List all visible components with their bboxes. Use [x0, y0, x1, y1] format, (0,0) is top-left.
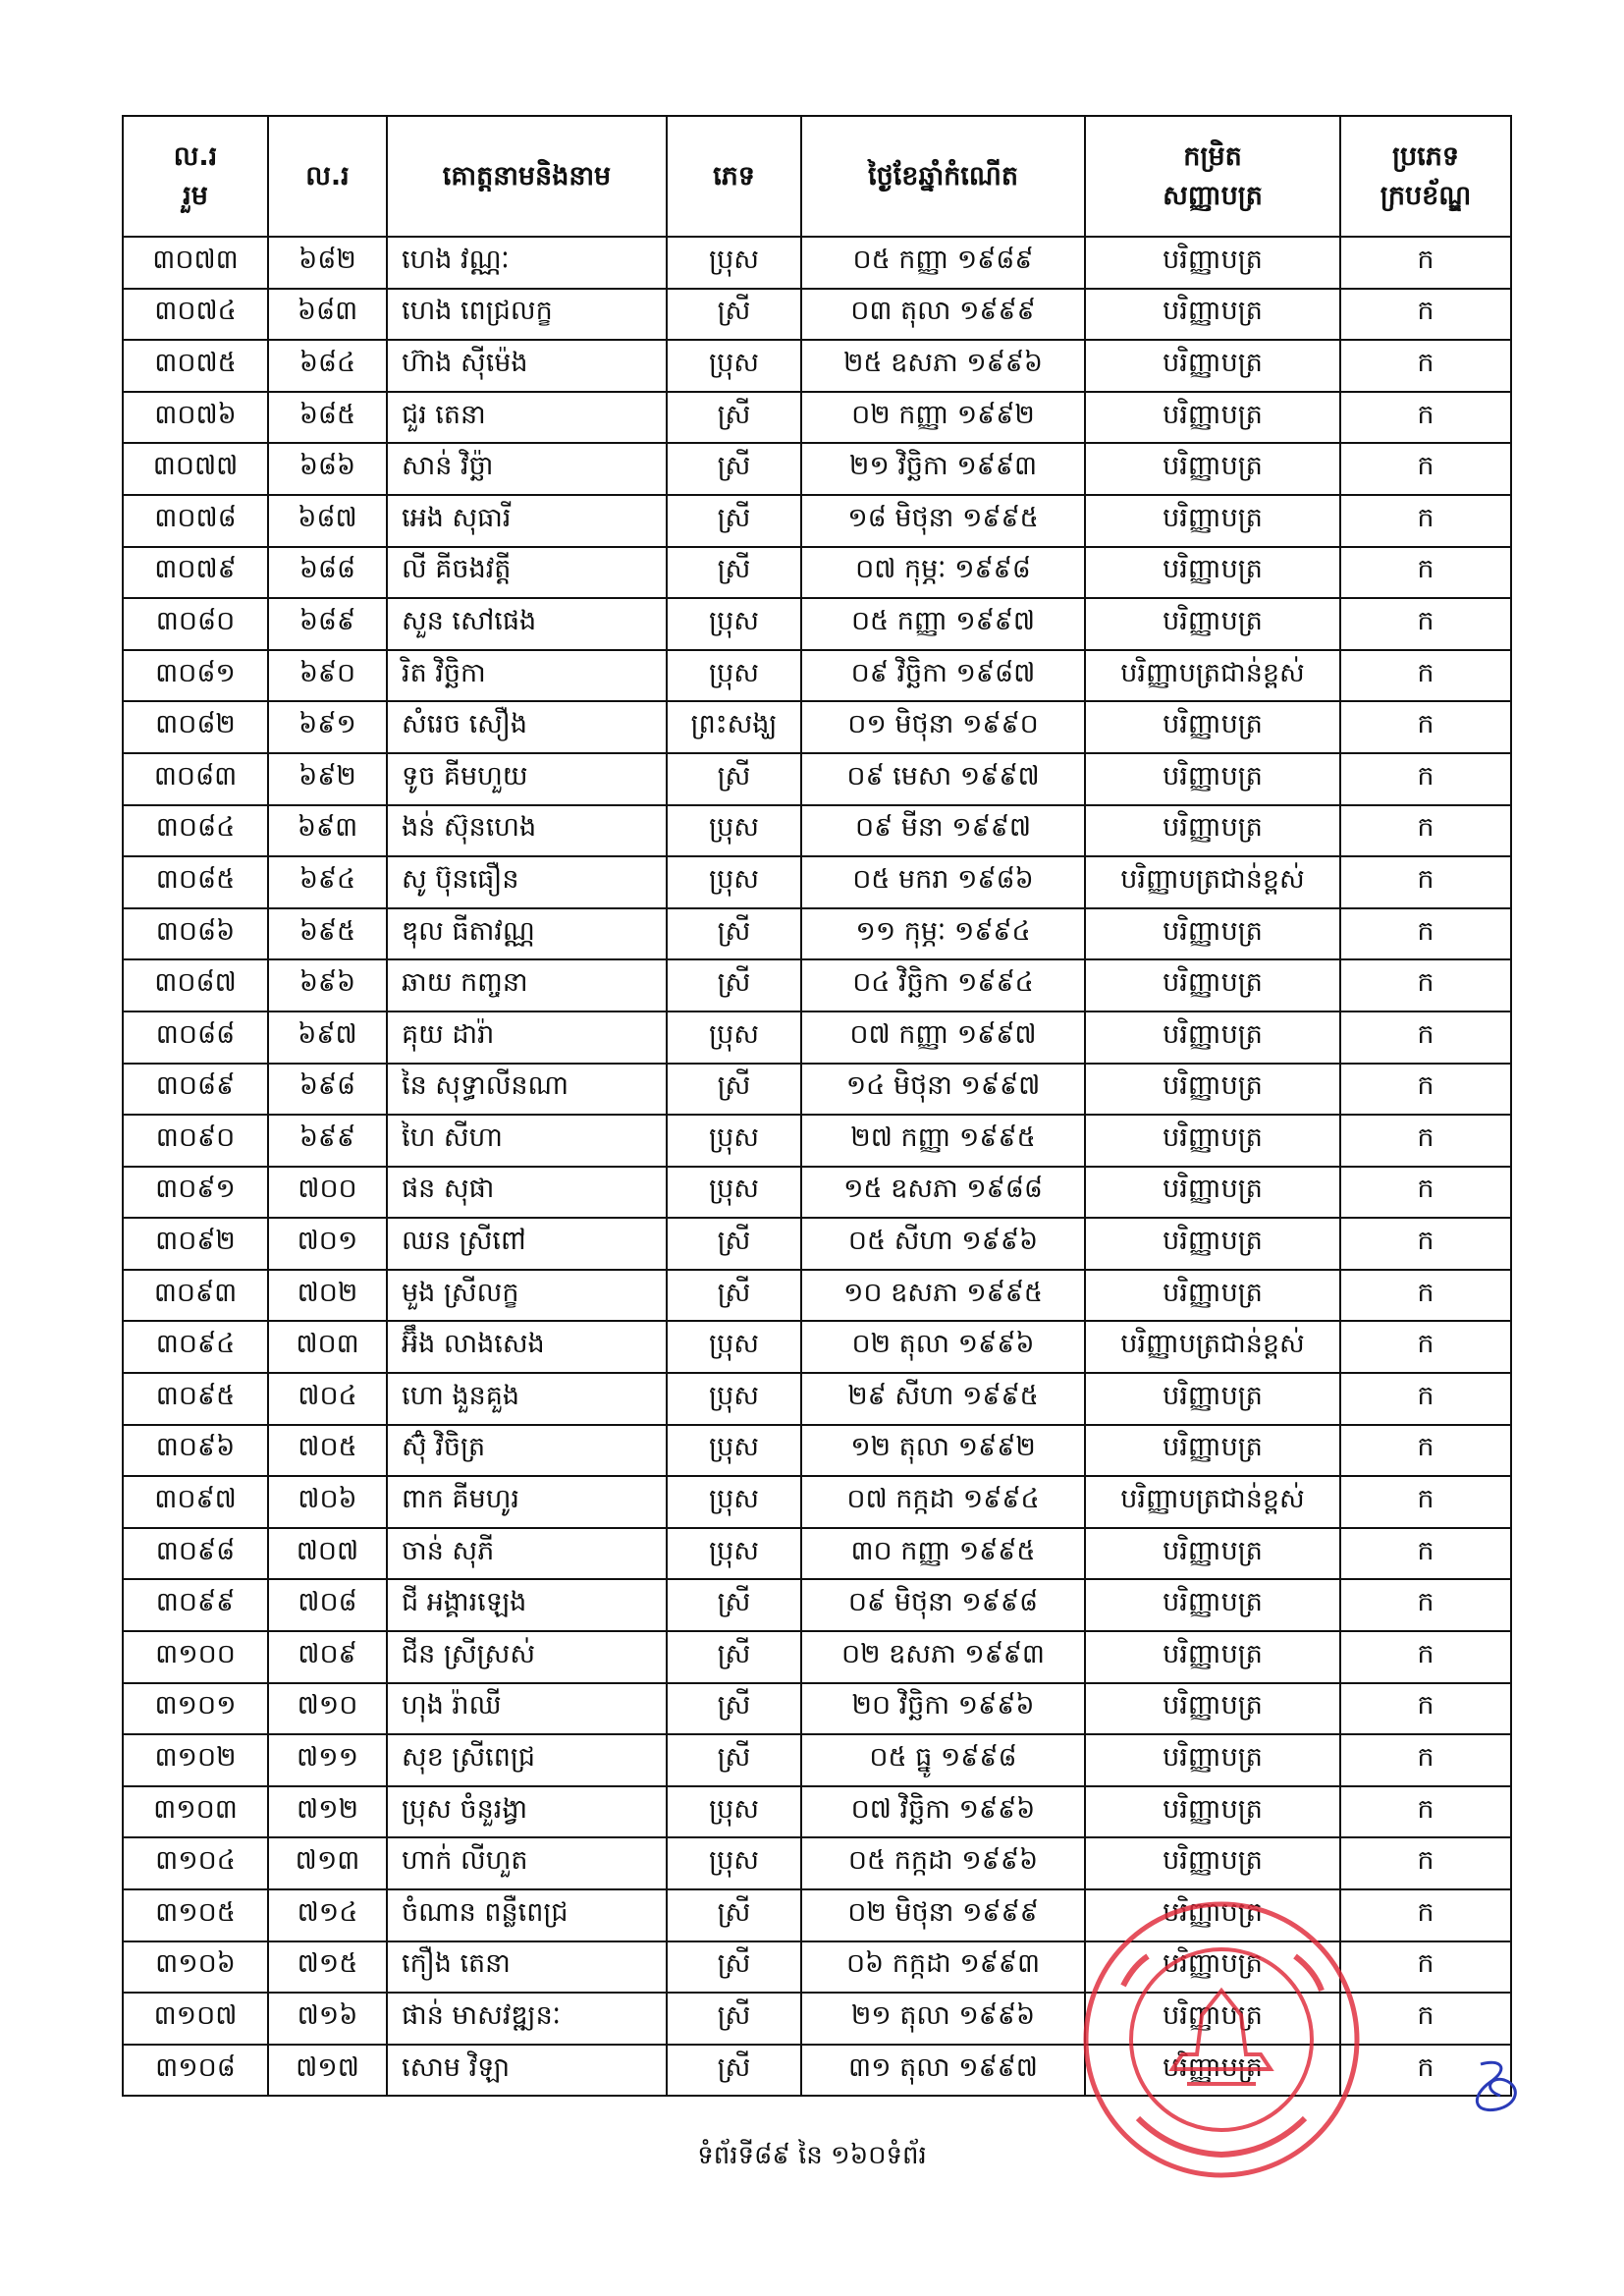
col-gender-cell: ស្រី [667, 2045, 801, 2097]
col-degree-level-cell: បរិញ្ញាបត្រ [1085, 908, 1340, 960]
col-full-name-cell: សាន់ វិច្ឆ៉ា [387, 443, 667, 495]
col-full-name-cell: ប្រុស ចំនួរង្វា [387, 1786, 667, 1838]
col-category-cell: ក [1340, 1579, 1511, 1631]
col-degree-level-cell: បរិញ្ញាបត្រ [1085, 2045, 1340, 2097]
col-degree-level-cell: បរិញ្ញាបត្រ [1085, 1579, 1340, 1631]
table-row [123, 340, 1511, 392]
col-total-no-cell: ៣០៩៦ [123, 1425, 268, 1477]
table-body [123, 237, 1511, 2096]
col-total-no-cell: ៣០៨៨ [123, 1011, 268, 1064]
col-full-name-cell: កឿង តេនា [387, 1941, 667, 1994]
table-row [123, 1683, 1511, 1735]
col-category-cell: ក [1340, 1425, 1511, 1477]
col-gender-cell: ប្រុស [667, 237, 801, 289]
col-total-no-cell: ៣០៩៣ [123, 1270, 268, 1322]
col-gender-cell: ស្រី [667, 1993, 801, 2045]
col-gender-cell: ស្រី [667, 392, 801, 444]
col-category-cell: ក [1340, 289, 1511, 341]
col-degree-level-cell: បរិញ្ញាបត្រ [1085, 443, 1340, 495]
col-birth-date-cell: ០៥ មករា ១៩៨៦ [801, 856, 1085, 908]
col-total-no-cell: ៣០៨៧ [123, 959, 268, 1011]
col-category-cell: ក [1340, 753, 1511, 805]
table-row [123, 908, 1511, 960]
col-full-name-cell: នៃ សុទ្ធាលីនណា [387, 1064, 667, 1116]
table-row [123, 1579, 1511, 1631]
col-total-no-cell: ៣១០៥ [123, 1889, 268, 1941]
col-gender-cell: ស្រី [667, 495, 801, 547]
col-full-name-cell: មួង ស្រីលក្ខ [387, 1270, 667, 1322]
col-birth-date-cell: ០៩ មិថុនា ១៩៩៨ [801, 1579, 1085, 1631]
col-birth-date-cell: ០២ តុលា ១៩៩៦ [801, 1321, 1085, 1373]
col-birth-date-cell: ៣០ កញ្ញា ១៩៩៥ [801, 1528, 1085, 1580]
col-category-cell: ក [1340, 237, 1511, 289]
col-degree-level-cell: បរិញ្ញាបត្រ [1085, 392, 1340, 444]
col-category-cell: ក [1340, 1631, 1511, 1683]
col-gender-cell: ប្រុស [667, 1837, 801, 1889]
table-row [123, 1528, 1511, 1580]
col-gender-cell: ប្រុស [667, 598, 801, 650]
col-total-no-cell: ៣១០៤ [123, 1837, 268, 1889]
col-birth-date-header: ថ្ងៃខែឆ្នាំកំណើត [801, 116, 1085, 237]
col-degree-level-cell: បរិញ្ញាបត្រ [1085, 598, 1340, 650]
col-birth-date-cell: ០៥ កក្កដា ១៩៩៦ [801, 1837, 1085, 1889]
handwritten-signature [1461, 2056, 1532, 2119]
col-full-name-cell: សំរេច សឿង [387, 701, 667, 753]
col-full-name-cell: ហាក់ លីហួត [387, 1837, 667, 1889]
col-degree-level-cell: បរិញ្ញាបត្រ [1085, 1528, 1340, 1580]
col-total-no-cell: ៣០៨៤ [123, 805, 268, 857]
col-no-cell: ៦៩៥ [268, 908, 387, 960]
col-degree-level-cell: បរិញ្ញាបត្រ [1085, 1683, 1340, 1735]
table-row [123, 1011, 1511, 1064]
col-category-cell: ក [1340, 1476, 1511, 1528]
col-full-name-cell: រិត វិច្ឆិកា [387, 650, 667, 702]
col-total-no-cell: ៣០៨១ [123, 650, 268, 702]
page-number: ទំព័រទី៨៩ នៃ ១៦០ទំព័រ [697, 2141, 927, 2170]
col-category-cell: ក [1340, 547, 1511, 599]
col-no-cell: ៧១១ [268, 1734, 387, 1786]
col-gender-cell: ស្រី [667, 289, 801, 341]
col-birth-date-cell: ២៩ សីហា ១៩៩៥ [801, 1373, 1085, 1425]
col-category-cell: ក [1340, 701, 1511, 753]
col-full-name-cell: សូ ប៊ុនធឿន [387, 856, 667, 908]
table-row [123, 650, 1511, 702]
col-full-name-cell: ងន់ ស៊ុនហេង [387, 805, 667, 857]
table-row [123, 1270, 1511, 1322]
col-no-cell: ៧០៤ [268, 1373, 387, 1425]
col-total-no-cell: ៣០៧៧ [123, 443, 268, 495]
col-no-cell: ៧១៤ [268, 1889, 387, 1941]
col-full-name-cell: អ៊ឹង លាងសេង [387, 1321, 667, 1373]
table-row [123, 1321, 1511, 1373]
col-category-cell: ក [1340, 1528, 1511, 1580]
col-full-name-cell: ឌុល ធីតាវណ្ណ [387, 908, 667, 960]
col-degree-level-cell: បរិញ្ញាបត្រ [1085, 1218, 1340, 1270]
col-full-name-cell: ទូច គីមហួយ [387, 753, 667, 805]
col-gender-cell: ស្រី [667, 547, 801, 599]
col-no-header: ល.រ [268, 116, 387, 237]
col-degree-level-cell: បរិញ្ញាបត្រ [1085, 1064, 1340, 1116]
col-degree-level-cell: បរិញ្ញាបត្រ [1085, 1889, 1340, 1941]
col-full-name-cell: ហេង វណ្ណៈ [387, 237, 667, 289]
col-degree-level-cell: បរិញ្ញាបត្រ [1085, 1425, 1340, 1477]
col-gender-cell: ស្រី [667, 1941, 801, 1994]
col-gender-cell: ប្រុស [667, 650, 801, 702]
col-total-no-cell: ៣០៨៦ [123, 908, 268, 960]
col-birth-date-cell: ០៧ កក្កដា ១៩៩៤ [801, 1476, 1085, 1528]
col-gender-cell: ប្រុស [667, 1167, 801, 1219]
col-gender-cell: ស្រី [667, 1631, 801, 1683]
col-full-name-cell: អេង សុធារី [387, 495, 667, 547]
table-row [123, 856, 1511, 908]
col-gender-cell: ស្រី [667, 1683, 801, 1735]
col-gender-cell: ស្រី [667, 1889, 801, 1941]
col-category-cell: ក [1340, 650, 1511, 702]
col-total-no-cell: ៣១០៨ [123, 2045, 268, 2097]
col-full-name-cell: ជួរ តេនា [387, 392, 667, 444]
col-birth-date-cell: ២១ វិច្ឆិកា ១៩៩៣ [801, 443, 1085, 495]
col-birth-date-cell: ០៥ កញ្ញា ១៩៩៧ [801, 598, 1085, 650]
table-row [123, 1218, 1511, 1270]
col-no-cell: ៦៨៥ [268, 392, 387, 444]
col-no-cell: ៦៨៧ [268, 495, 387, 547]
col-birth-date-cell: ០៥ កញ្ញា ១៩៨៩ [801, 237, 1085, 289]
col-full-name-cell: ចំណាន ពន្លឺពេជ្រ [387, 1889, 667, 1941]
col-full-name-cell: ជី អង្គារឡេង [387, 1579, 667, 1631]
col-no-cell: ៦៩៤ [268, 856, 387, 908]
col-full-name-cell: ហោ ងួនគួង [387, 1373, 667, 1425]
col-degree-level-cell: បរិញ្ញាបត្រ [1085, 340, 1340, 392]
col-degree-level-cell: បរិញ្ញាបត្រ [1085, 1734, 1340, 1786]
table-row [123, 1115, 1511, 1167]
col-total-no-cell: ៣០៧៤ [123, 289, 268, 341]
col-no-cell: ៧០៩ [268, 1631, 387, 1683]
col-total-no-cell: ៣០៧៥ [123, 340, 268, 392]
col-total-no-cell: ៣១០៦ [123, 1941, 268, 1994]
col-category-cell: ក [1340, 1321, 1511, 1373]
official-seal-stamp [1064, 1897, 1379, 2182]
col-gender-cell: ស្រី [667, 1270, 801, 1322]
col-total-no-header: ល.រ រួម [123, 116, 268, 237]
col-total-no-cell: ៣០៧៨ [123, 495, 268, 547]
col-total-no-cell: ៣០៩១ [123, 1167, 268, 1219]
col-category-cell: ក [1340, 1837, 1511, 1889]
col-birth-date-cell: ០៩ មីនា ១៩៩៧ [801, 805, 1085, 857]
col-birth-date-cell: ៣១ តុលា ១៩៩៧ [801, 2045, 1085, 2097]
col-total-no-cell: ៣០៨៣ [123, 753, 268, 805]
col-gender-cell: ប្រុស [667, 1528, 801, 1580]
col-no-cell: ៦៨៩ [268, 598, 387, 650]
col-no-cell: ៧១០ [268, 1683, 387, 1735]
col-no-cell: ៦៩០ [268, 650, 387, 702]
table-row [123, 753, 1511, 805]
col-total-no-cell: ៣០៧៣ [123, 237, 268, 289]
roster-table [122, 115, 1512, 2097]
col-gender-cell: ស្រី [667, 959, 801, 1011]
header-row [123, 116, 1511, 237]
col-category-cell: ក [1340, 1734, 1511, 1786]
col-category-cell: ក [1340, 1011, 1511, 1064]
col-birth-date-cell: ០៧ វិច្ឆិកា ១៩៩៦ [801, 1786, 1085, 1838]
col-degree-level-cell: បរិញ្ញាបត្រ [1085, 495, 1340, 547]
col-gender-cell: ស្រី [667, 443, 801, 495]
table-header [123, 116, 1511, 237]
col-birth-date-cell: ១៥ ឧសភា ១៩៨៨ [801, 1167, 1085, 1219]
table-row [123, 1631, 1511, 1683]
col-gender-cell: ប្រុស [667, 1115, 801, 1167]
col-category-cell: ក [1340, 1373, 1511, 1425]
col-category-cell: ក [1340, 1889, 1511, 1941]
col-gender-cell: ប្រុស [667, 1476, 801, 1528]
col-total-no-cell: ៣០៩០ [123, 1115, 268, 1167]
col-total-no-cell: ៣០៩៩ [123, 1579, 268, 1631]
col-no-cell: ៧០៣ [268, 1321, 387, 1373]
col-birth-date-cell: ០៩ មេសា ១៩៩៧ [801, 753, 1085, 805]
col-birth-date-cell: ២៧ កញ្ញា ១៩៩៥ [801, 1115, 1085, 1167]
col-total-no-cell: ៣០៩៨ [123, 1528, 268, 1580]
col-no-cell: ៧០៦ [268, 1476, 387, 1528]
col-category-cell: ក [1340, 1786, 1511, 1838]
col-degree-level-cell: បរិញ្ញាបត្រ [1085, 237, 1340, 289]
col-no-cell: ៦៩២ [268, 753, 387, 805]
col-birth-date-cell: ០២ កញ្ញា ១៩៩២ [801, 392, 1085, 444]
table-row [123, 598, 1511, 650]
col-category-cell: ក [1340, 1683, 1511, 1735]
col-total-no-cell: ៣១០០ [123, 1631, 268, 1683]
col-degree-level-cell: បរិញ្ញាបត្រ [1085, 1837, 1340, 1889]
col-degree-level-cell: បរិញ្ញាបត្រ [1085, 753, 1340, 805]
col-category-cell: ក [1340, 340, 1511, 392]
col-gender-cell: ប្រុស [667, 1011, 801, 1064]
col-gender-cell: ស្រី [667, 1579, 801, 1631]
col-gender-cell: ប្រុស [667, 1425, 801, 1477]
col-degree-level-cell: បរិញ្ញាបត្រ [1085, 959, 1340, 1011]
col-degree-level-cell: បរិញ្ញាបត្រជាន់ខ្ពស់ [1085, 650, 1340, 702]
col-gender-cell: ប្រុស [667, 856, 801, 908]
col-degree-level-cell: បរិញ្ញាបត្រ [1085, 1631, 1340, 1683]
table-row [123, 1167, 1511, 1219]
col-total-no-cell: ៣០៩៤ [123, 1321, 268, 1373]
table-row [123, 547, 1511, 599]
col-category-cell: ក [1340, 1167, 1511, 1219]
col-birth-date-cell: ០១ មិថុនា ១៩៩០ [801, 701, 1085, 753]
col-full-name-cell: ផន សុផា [387, 1167, 667, 1219]
col-degree-level-cell: បរិញ្ញាបត្រ [1085, 701, 1340, 753]
col-total-no-cell: ៣០៩៥ [123, 1373, 268, 1425]
col-no-cell: ៦៩១ [268, 701, 387, 753]
col-no-cell: ៦៩៦ [268, 959, 387, 1011]
col-total-no-cell: ៣០៧៩ [123, 547, 268, 599]
col-no-cell: ៦៨៣ [268, 289, 387, 341]
table-row [123, 1837, 1511, 1889]
col-birth-date-cell: ១១ កុម្ភៈ ១៩៩៤ [801, 908, 1085, 960]
col-no-cell: ៧១៦ [268, 1993, 387, 2045]
col-category-cell: ក [1340, 1993, 1511, 2045]
table-row [123, 1064, 1511, 1116]
table-row [123, 443, 1511, 495]
col-no-cell: ៧១៧ [268, 2045, 387, 2097]
col-birth-date-cell: ១៤ មិថុនា ១៩៩៧ [801, 1064, 1085, 1116]
table-row [123, 1734, 1511, 1786]
col-birth-date-cell: ០៧ កញ្ញា ១៩៩៧ [801, 1011, 1085, 1064]
col-full-name-cell: គុយ ដារ៉ា [387, 1011, 667, 1064]
col-full-name-cell: ឆាយ កញ្ចនា [387, 959, 667, 1011]
col-total-no-cell: ៣០៧៦ [123, 392, 268, 444]
col-birth-date-cell: ១២ តុលា ១៩៩២ [801, 1425, 1085, 1477]
col-gender-header: ភេទ [667, 116, 801, 237]
col-degree-level-cell: បរិញ្ញាបត្រ [1085, 1270, 1340, 1322]
col-full-name-header: គោត្តនាមនិងនាម [387, 116, 667, 237]
col-degree-level-cell: បរិញ្ញាបត្រ [1085, 1786, 1340, 1838]
col-no-cell: ៧០២ [268, 1270, 387, 1322]
col-birth-date-cell: ០៥ សីហា ១៩៩៦ [801, 1218, 1085, 1270]
col-gender-cell: ស្រី [667, 1218, 801, 1270]
col-degree-level-cell: បរិញ្ញាបត្រជាន់ខ្ពស់ [1085, 1476, 1340, 1528]
table-row [123, 1373, 1511, 1425]
col-total-no-cell: ៣០៨៩ [123, 1064, 268, 1116]
col-category-header: ប្រភេទ ក្របខ័ណ្ឌ [1340, 116, 1511, 237]
col-category-cell: ក [1340, 443, 1511, 495]
col-birth-date-cell: ០៩ វិច្ឆិកា ១៩៨៧ [801, 650, 1085, 702]
col-birth-date-cell: ០៧ កុម្ភៈ ១៩៩៨ [801, 547, 1085, 599]
col-birth-date-cell: ១៨ មិថុនា ១៩៩៥ [801, 495, 1085, 547]
col-no-cell: ៦៨២ [268, 237, 387, 289]
col-category-cell: ក [1340, 805, 1511, 857]
col-no-cell: ៧០៨ [268, 1579, 387, 1631]
col-category-cell: ក [1340, 959, 1511, 1011]
col-total-no-cell: ៣១០២ [123, 1734, 268, 1786]
col-gender-cell: ស្រី [667, 1064, 801, 1116]
col-degree-level-header: កម្រិត សញ្ញាបត្រ [1085, 116, 1340, 237]
col-total-no-cell: ៣០៩៧ [123, 1476, 268, 1528]
col-gender-cell: ប្រុស [667, 1786, 801, 1838]
col-category-cell: ក [1340, 1218, 1511, 1270]
col-full-name-cell: សុខ ស្រីពេជ្រ [387, 1734, 667, 1786]
col-full-name-cell: ហ៊ាង ស៊ីម៉េង [387, 340, 667, 392]
col-full-name-cell: ពាក គីមហូរ [387, 1476, 667, 1528]
col-category-cell: ក [1340, 1064, 1511, 1116]
col-birth-date-cell: ០២ ឧសភា ១៩៩៣ [801, 1631, 1085, 1683]
col-gender-cell: ប្រុស [667, 1373, 801, 1425]
table-row [123, 392, 1511, 444]
col-no-cell: ៧០១ [268, 1218, 387, 1270]
col-no-cell: ៧១៣ [268, 1837, 387, 1889]
col-category-cell: ក [1340, 392, 1511, 444]
col-category-cell: ក [1340, 1270, 1511, 1322]
col-no-cell: ៦៩៧ [268, 1011, 387, 1064]
col-category-cell: ក [1340, 1941, 1511, 1994]
col-no-cell: ៦៨៤ [268, 340, 387, 392]
col-category-cell: ក [1340, 1115, 1511, 1167]
col-degree-level-cell: បរិញ្ញាបត្រ [1085, 1115, 1340, 1167]
table-row [123, 1786, 1511, 1838]
col-full-name-cell: ហៃ សីហា [387, 1115, 667, 1167]
col-full-name-cell: ផាន់ មាសវឌ្ឍនៈ [387, 1993, 667, 2045]
table-row [123, 1425, 1511, 1477]
col-category-cell: ក [1340, 2045, 1511, 2097]
col-no-cell: ៦៩៩ [268, 1115, 387, 1167]
col-gender-cell: ស្រី [667, 753, 801, 805]
col-total-no-cell: ៣០៨០ [123, 598, 268, 650]
col-category-cell: ក [1340, 908, 1511, 960]
col-no-cell: ៧១៥ [268, 1941, 387, 1994]
col-degree-level-cell: បរិញ្ញាបត្រ [1085, 1993, 1340, 2045]
col-full-name-cell: ហេង ពេជ្រលក្ខ [387, 289, 667, 341]
table-row [123, 237, 1511, 289]
col-gender-cell: ប្រុស [667, 805, 801, 857]
col-full-name-cell: ចាន់ សុភី [387, 1528, 667, 1580]
col-full-name-cell: លី គីចងវត្តី [387, 547, 667, 599]
col-gender-cell: ស្រី [667, 1734, 801, 1786]
table-row [123, 805, 1511, 857]
col-no-cell: ៧០៧ [268, 1528, 387, 1580]
col-full-name-cell: ស៊ុំ វិចិត្រ [387, 1425, 667, 1477]
col-total-no-cell: ៣១០៣ [123, 1786, 268, 1838]
col-degree-level-cell: បរិញ្ញាបត្រជាន់ខ្ពស់ [1085, 856, 1340, 908]
col-total-no-cell: ៣០៨២ [123, 701, 268, 753]
col-full-name-cell: ជីន ស្រីស្រស់ [387, 1631, 667, 1683]
table-row [123, 959, 1511, 1011]
col-category-cell: ក [1340, 598, 1511, 650]
col-birth-date-cell: ០២ មិថុនា ១៩៩៩ [801, 1889, 1085, 1941]
col-full-name-cell: ហុង រ៉ាឈី [387, 1683, 667, 1735]
col-degree-level-cell: បរិញ្ញាបត្រ [1085, 805, 1340, 857]
col-no-cell: ៧០៥ [268, 1425, 387, 1477]
col-birth-date-cell: ០៥ ធ្នូ ១៩៩៨ [801, 1734, 1085, 1786]
col-total-no-cell: ៣១០៧ [123, 1993, 268, 2045]
col-degree-level-cell: បរិញ្ញាបត្រ [1085, 1941, 1340, 1994]
table-row [123, 289, 1511, 341]
col-degree-level-cell: បរិញ្ញាបត្រ [1085, 547, 1340, 599]
col-total-no-cell: ៣០៩២ [123, 1218, 268, 1270]
col-degree-level-cell: បរិញ្ញាបត្រ [1085, 1167, 1340, 1219]
col-gender-cell: ប្រុស [667, 1321, 801, 1373]
col-no-cell: ៦៩៨ [268, 1064, 387, 1116]
col-birth-date-cell: ០៣ តុលា ១៩៩៩ [801, 289, 1085, 341]
col-gender-cell: ប្រុស [667, 340, 801, 392]
table-row [123, 495, 1511, 547]
col-full-name-cell: សួន សៅផេង [387, 598, 667, 650]
col-no-cell: ៦៩៣ [268, 805, 387, 857]
col-birth-date-cell: ២១ តុលា ១៩៩៦ [801, 1993, 1085, 2045]
col-degree-level-cell: បរិញ្ញាបត្រ [1085, 1373, 1340, 1425]
col-total-no-cell: ៣០៨៥ [123, 856, 268, 908]
col-gender-cell: ព្រះសង្ឃ [667, 701, 801, 753]
col-no-cell: ៦៨៦ [268, 443, 387, 495]
col-category-cell: ក [1340, 856, 1511, 908]
col-birth-date-cell: ០៤ វិច្ឆិកា ១៩៩៤ [801, 959, 1085, 1011]
col-full-name-cell: សោម វិឡា [387, 2045, 667, 2097]
table-row [123, 1476, 1511, 1528]
col-no-cell: ៧០០ [268, 1167, 387, 1219]
col-total-no-cell: ៣១០១ [123, 1683, 268, 1735]
col-full-name-cell: ឈន ស្រីពៅ [387, 1218, 667, 1270]
table-row [123, 701, 1511, 753]
col-birth-date-cell: ២៥ ឧសភា ១៩៩៦ [801, 340, 1085, 392]
col-birth-date-cell: ២០ វិច្ឆិកា ១៩៩៦ [801, 1683, 1085, 1735]
col-gender-cell: ស្រី [667, 908, 801, 960]
col-birth-date-cell: ០៦ កក្កដា ១៩៩៣ [801, 1941, 1085, 1994]
col-no-cell: ៦៨៨ [268, 547, 387, 599]
col-no-cell: ៧១២ [268, 1786, 387, 1838]
col-degree-level-cell: បរិញ្ញាបត្រ [1085, 289, 1340, 341]
col-category-cell: ក [1340, 495, 1511, 547]
col-degree-level-cell: បរិញ្ញាបត្រ [1085, 1011, 1340, 1064]
col-degree-level-cell: បរិញ្ញាបត្រជាន់ខ្ពស់ [1085, 1321, 1340, 1373]
col-birth-date-cell: ១០ ឧសភា ១៩៩៥ [801, 1270, 1085, 1322]
